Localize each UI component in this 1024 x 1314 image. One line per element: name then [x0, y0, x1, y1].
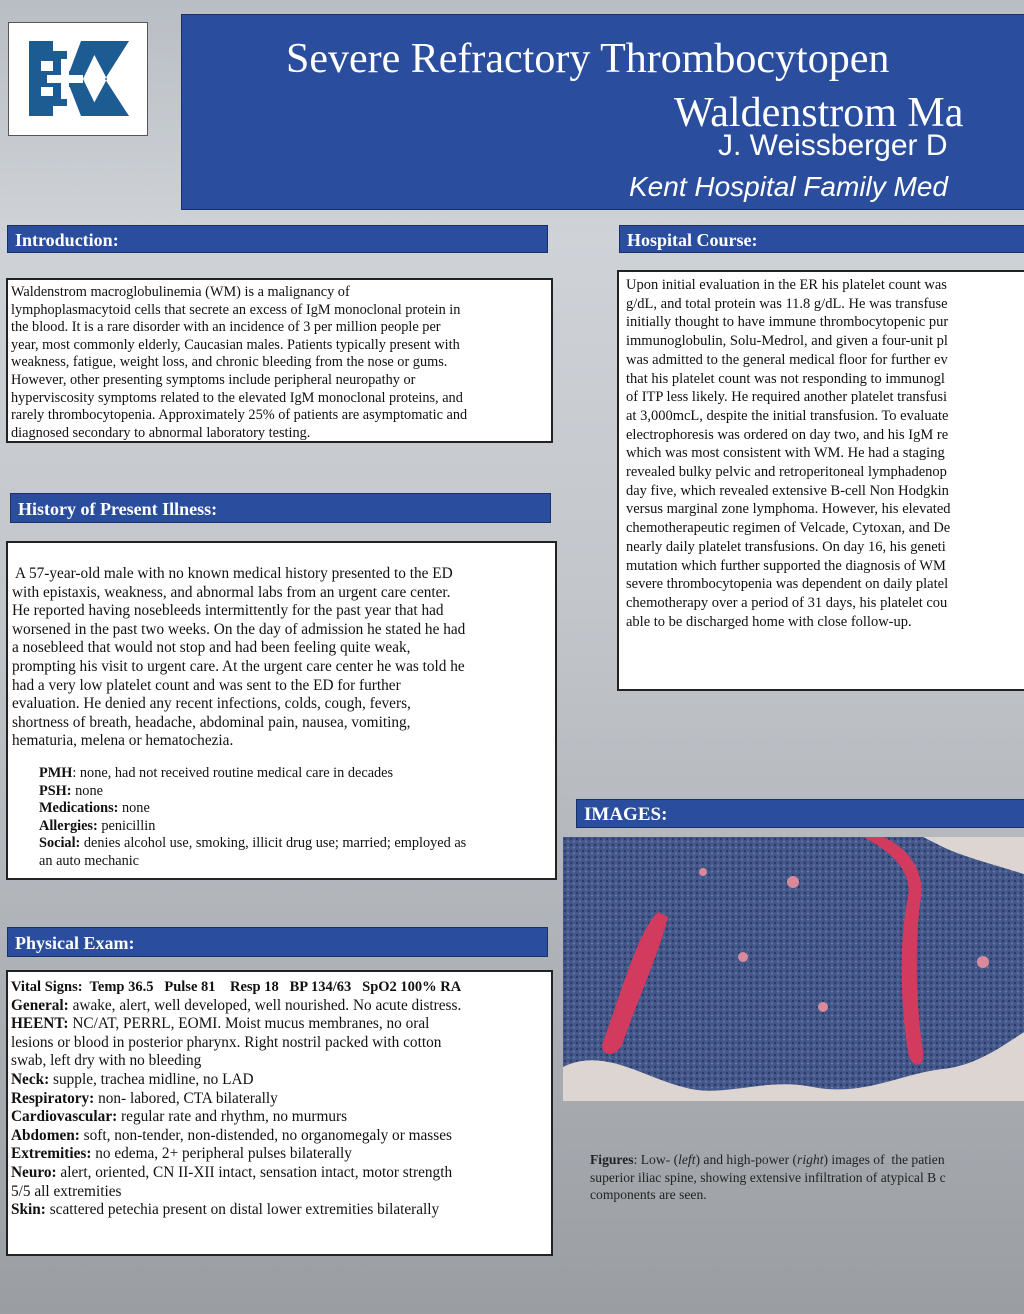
text-line: at 3,000mcL, despite the initial transfusion. To evaluate	[626, 407, 949, 424]
caption-part: ) images of the patien	[823, 1152, 945, 1167]
text-line: the blood. It is a rare disorder with an incidence of 3 per million people per	[11, 319, 441, 336]
poster-institution: Kent Hospital Family Med	[629, 171, 949, 202]
text-line: able to be discharged home with close follow-up.	[626, 613, 912, 630]
allergies-item	[39, 818, 555, 836]
caption-part: ) and high-power (	[695, 1152, 798, 1167]
caption-label: Figures	[590, 1152, 634, 1167]
text-line: of ITP less likely. He required another platelet transfusi	[626, 389, 948, 406]
extremities-line	[11, 1145, 547, 1164]
social-label: Social:	[39, 835, 81, 852]
text-line: However, other presenting symptoms include peripheral neuropathy or	[11, 371, 416, 388]
abdomen-line	[11, 1127, 547, 1146]
pmh-label: PMH	[39, 764, 73, 781]
neuro-label: Neuro:	[11, 1163, 57, 1181]
text-line: electrophoresis was ordered on day two, and his IgM re	[626, 426, 949, 443]
cardiovascular-line	[11, 1108, 547, 1127]
psh-value: none	[71, 782, 103, 799]
caption-line-3: components are seen.	[590, 1187, 707, 1203]
pmh-item	[39, 765, 555, 783]
hospital-course-text	[619, 272, 1024, 631]
medications-item	[39, 800, 555, 818]
cardiovascular-value: regular rate and rhythm, no murmurs	[117, 1108, 348, 1126]
cardiovascular-label: Cardiovascular:	[11, 1108, 118, 1126]
hpi-box	[6, 541, 557, 880]
text-line: that his platelet count was not responding to immunogl	[626, 370, 945, 387]
neck-label: Neck:	[11, 1070, 50, 1088]
text-line: a nosebleed that would not stop and had been feeling quite weak,	[12, 639, 411, 657]
poster-title-line1: Severe Refractory Thrombocytopen	[286, 36, 890, 82]
caption-right: right	[797, 1152, 824, 1167]
text-line: which was most consistent with WM. He had a staging	[626, 445, 945, 462]
hospital-course-box	[617, 270, 1024, 691]
text-line: was admitted to the general medical floor for further ev	[626, 351, 948, 368]
text-line: day five, which revealed extensive B-cell Non Hodgkin	[626, 482, 949, 499]
logo-box	[8, 22, 148, 136]
abdomen-value: soft, non-tender, non-distended, no organomegaly or masses	[79, 1126, 452, 1144]
caption-left: left	[678, 1152, 696, 1167]
social-value: denies alcohol use, smoking, illicit drug use; married; employed as	[80, 835, 467, 852]
skin-label: Skin:	[11, 1201, 46, 1219]
text-line: immunoglobulin, Solu-Medrol, and given a four-unit pl	[626, 333, 948, 350]
respiratory-label: Respiratory:	[11, 1089, 95, 1107]
general-line	[11, 997, 547, 1016]
text-line: chemotherapy over a period of 31 days, his platelet cou	[626, 594, 948, 611]
vitals-line	[11, 978, 547, 997]
allergies-label: Allergies:	[39, 817, 98, 834]
abdomen-label: Abdomen:	[11, 1126, 80, 1144]
text-line: A 57-year-old male with no known medical history presented to the ED	[12, 565, 453, 582]
skin-line	[11, 1201, 547, 1220]
text-line: year, most commonly elderly, Caucasian males. Patients typically present with	[11, 336, 460, 353]
title-banner	[181, 14, 1024, 210]
skin-value: scattered petechia present on distal lower extremities bilaterally	[45, 1201, 440, 1219]
social-item	[39, 835, 555, 853]
text-line: Waldenstrom macroglobulinemia (WM) is a malignancy of	[11, 284, 350, 300]
text-line: severe thrombocytopenia was dependent on daily platel	[626, 576, 949, 593]
text-line: Upon initial evaluation in the ER his platelet count was	[626, 277, 947, 293]
text-line: had a very low platelet count and was sent to the ED for further	[12, 676, 401, 694]
hpi-text	[8, 543, 555, 751]
neck-value: supple, trachea midline, no LAD	[49, 1070, 254, 1088]
heent-line	[11, 1015, 547, 1034]
text-line: shortness of breath, headache, abdominal pain, nausea, vomiting,	[12, 713, 411, 731]
heent-line-3: swab, left dry with no bleeding	[11, 1052, 202, 1070]
text-line: diagnosed secondary to abnormal laboratory testing.	[11, 424, 311, 441]
medications-value: none	[118, 800, 150, 817]
histology-micrograph	[563, 837, 1024, 1101]
medications-label: Medications:	[39, 800, 119, 817]
neuro-line-2: 5/5 all extremities	[11, 1182, 122, 1200]
text-line: hyperviscosity symptoms related to the elevated IgM monoclonal proteins, and	[11, 389, 463, 406]
pmh-value: : none, had not received routine medical care in decades	[72, 764, 394, 781]
hpi-history-list	[39, 765, 555, 871]
caption-line-1	[590, 1151, 1024, 1169]
allergies-value: penicillin	[97, 817, 156, 834]
heent-value: NC/AT, PERRL, EOMI. Moist mucus membranes, no oral	[68, 1015, 430, 1033]
text-line: mutation which further supported the diagnosis of WM	[626, 557, 946, 574]
hospital-course-heading: Hospital Course:	[619, 225, 1024, 253]
general-label: General:	[11, 996, 69, 1014]
kent-hospital-logo-icon	[9, 23, 147, 135]
text-line: lymphoplasmacytoid cells that secrete an excess of IgM monoclonal protein in	[11, 301, 461, 318]
text-line: prompting his visit to urgent care. At the urgent care center he was told he	[12, 657, 465, 675]
text-line: versus marginal zone lymphoma. However, his elevated	[626, 501, 951, 518]
text-line: weakness, fatigue, weight loss, and chronic bleeding from the nose or gums.	[11, 354, 448, 371]
vitals: Vital Signs: Temp 36.5 Pulse 81 Resp 18 BP 134/63 SpO2 100% RA	[11, 979, 462, 995]
text-line: worsened in the past two weeks. On the day of admission he stated he had	[12, 620, 466, 638]
text-line: rarely thrombocytopenia. Approximately 25% of patients are asymptomatic and	[11, 407, 468, 424]
text-line: chemotherapeutic regimen of Velcade, Cytoxan, and De	[626, 520, 951, 537]
images-heading: IMAGES:	[576, 799, 1024, 828]
figure-caption	[590, 1151, 1024, 1204]
histology-image	[563, 837, 1024, 1101]
physical-exam-heading: Physical Exam:	[7, 927, 548, 957]
extremities-value: no edema, 2+ peripheral pulses bilaterally	[91, 1145, 352, 1163]
caption-part: : Low- (	[633, 1152, 679, 1167]
text-line: nearly daily platelet transfusions. On day 16, his geneti	[626, 538, 946, 555]
neck-line	[11, 1071, 547, 1090]
introduction-text	[8, 280, 551, 442]
physical-exam-box	[6, 970, 553, 1256]
neuro-value: alert, oriented, CN II-XII intact, sensation intact, motor strength	[56, 1163, 453, 1181]
psh-label: PSH:	[39, 782, 72, 799]
text-line: with epistaxis, weakness, and abnormal labs from an urgent care center.	[12, 583, 451, 601]
neuro-line	[11, 1164, 547, 1183]
poster-title-line2: Waldenstrom Ma	[674, 90, 964, 136]
psh-item	[39, 783, 555, 801]
heent-label: HEENT:	[11, 1015, 69, 1033]
poster-author: J. Weissberger D	[718, 129, 948, 162]
respiratory-value: non- labored, CTA bilaterally	[94, 1089, 278, 1107]
introduction-box	[6, 278, 553, 443]
text-line: hematuria, melena or hematochezia.	[12, 732, 234, 750]
physical-exam-text	[8, 972, 551, 1220]
general-value: awake, alert, well developed, well nourished. No acute distress.	[68, 996, 462, 1014]
hpi-heading: History of Present Illness:	[10, 493, 551, 523]
text-line: revealed bulky pelvic and retroperitoneal lymphadenop	[626, 464, 947, 481]
respiratory-line	[11, 1090, 547, 1109]
text-line: He reported having nosebleeds intermittently for the past year that had	[12, 602, 444, 620]
social-item-cont: an auto mechanic	[39, 852, 140, 869]
heent-line-2: lesions or blood in posterior pharynx. Right nostril packed with cotton	[11, 1033, 442, 1051]
text-line: g/dL, and total protein was 11.8 g/dL. He was transfuse	[626, 295, 948, 312]
caption-line-2: superior iliac spine, showing extensive infiltration of atypical B c	[590, 1169, 946, 1185]
introduction-heading: Introduction:	[7, 225, 548, 253]
text-line: evaluation. He denied any recent infections, colds, cough, fevers,	[12, 695, 411, 713]
text-line: initially thought to have immune thrombocytopenic pur	[626, 314, 949, 331]
extremities-label: Extremities:	[11, 1145, 92, 1163]
